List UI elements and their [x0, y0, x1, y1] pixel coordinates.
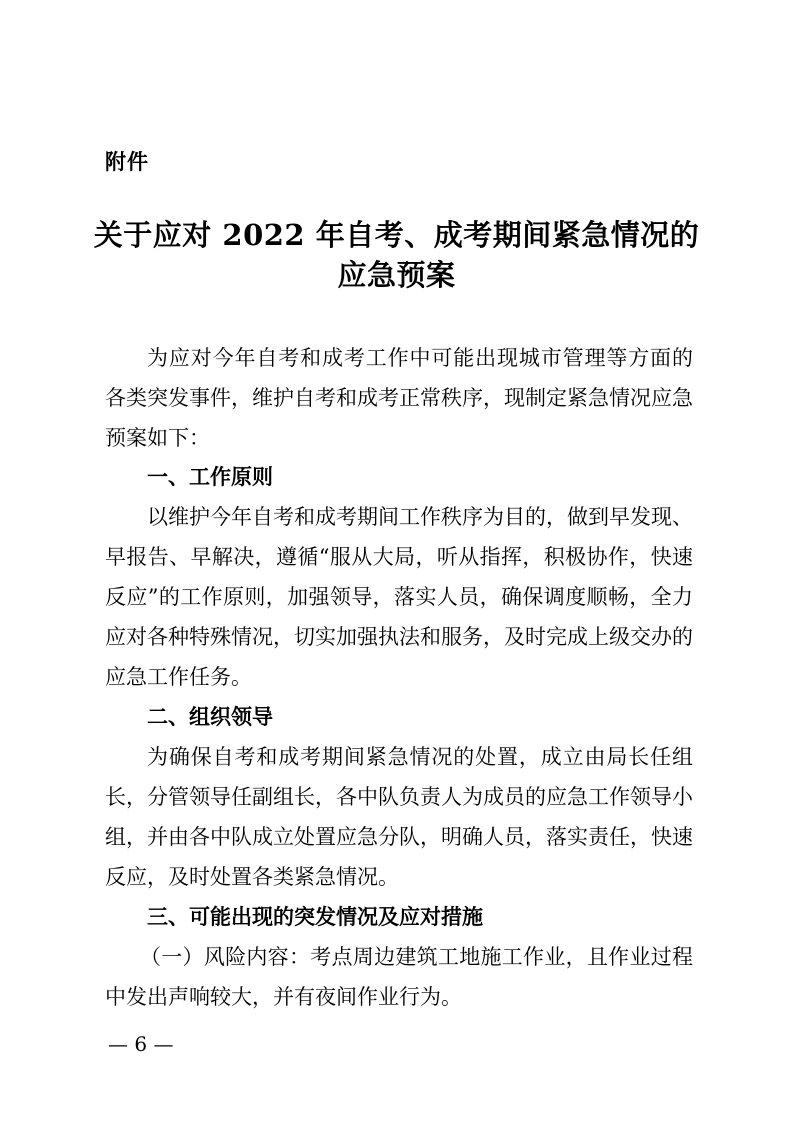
- leadership-line-2: 长，分管领导任副组长，各中队负责人为成员的应急工作领导小: [105, 785, 693, 809]
- principles-line-5: 应急工作任务。: [105, 665, 252, 689]
- principles-line-4: 应对各种特殊情况，切实加强执法和服务，及时完成上级交办的: [105, 625, 693, 649]
- leadership-line-4: 反应，及时处置各类紧急情况。: [105, 865, 399, 889]
- intro-line-2: 各类突发事件，维护自考和成考正常秩序，现制定紧急情况应急: [105, 386, 693, 410]
- intro-line-1: 为应对今年自考和成考工作中可能出现城市管理等方面的: [147, 346, 693, 370]
- document-title-line-2: 应急预案: [337, 258, 456, 292]
- section-heading-emergencies: 三、可能出现的突发情况及应对措施: [147, 905, 483, 929]
- intro-line-3: 预案如下：: [105, 426, 210, 450]
- emergencies-line-2: 中发出声响较大，并有夜间作业行为。: [105, 985, 462, 1009]
- leadership-line-3: 组，并由各中队成立处置应急分队，明确人员，落实责任，快速: [105, 825, 693, 849]
- leadership-line-1: 为确保自考和成考期间紧急情况的处置，成立由局长任组: [147, 745, 693, 769]
- attachment-label: 附件: [105, 150, 149, 174]
- emergencies-line-1: （一）风险内容：考点周边建筑工地施工作业，且作业过程: [140, 945, 693, 969]
- principles-line-3: 反应”的工作原则，加强领导，落实人员，确保调度顺畅，全力: [105, 585, 693, 609]
- document-title-line-1: 关于应对 2022 年自考、成考期间紧急情况的: [93, 218, 700, 252]
- principles-line-1: 以维护今年自考和成考期间工作秩序为目的，做到早发现、: [147, 505, 693, 529]
- section-heading-leadership: 二、组织领导: [147, 705, 273, 729]
- principles-line-2: 早报告、早解决，遵循“服从大局，听从指挥，积极协作，快速: [105, 545, 693, 569]
- page-number: — 6 —: [108, 1032, 174, 1056]
- section-heading-principles: 一、工作原则: [147, 465, 273, 489]
